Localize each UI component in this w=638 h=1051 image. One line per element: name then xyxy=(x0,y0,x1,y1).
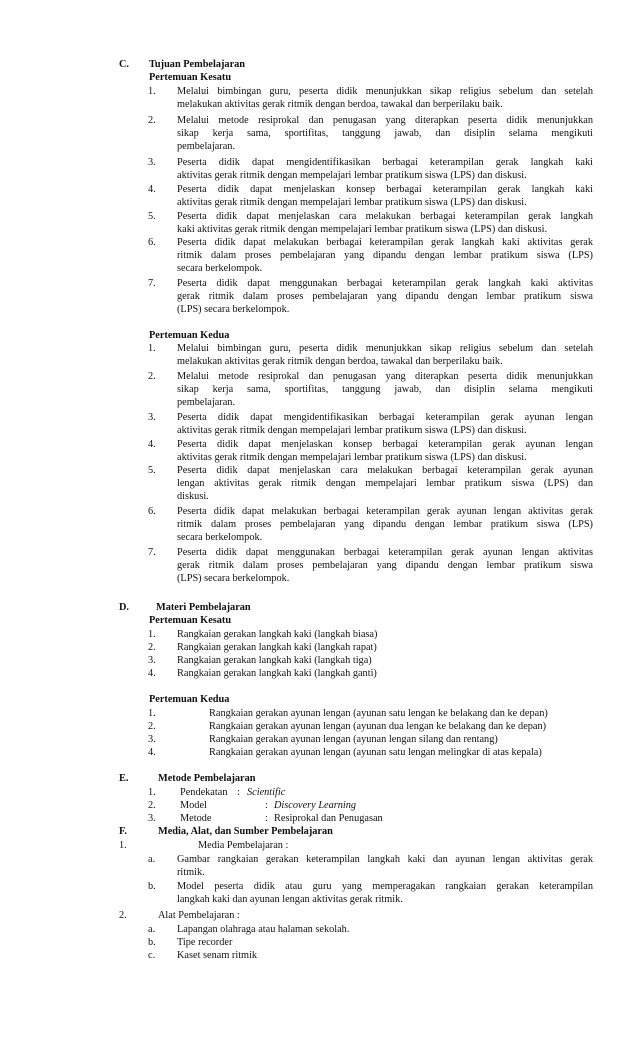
c-m1-item-line: gerak ritmik dalam proses pembelajaran yang dipandu dengan lembar pratikum siswa xyxy=(177,291,593,302)
f-g2-item-text: Lapangan olahraga atau halaman sekolah. xyxy=(177,924,350,935)
c-m2-item-number: 1. xyxy=(148,343,156,354)
f-g1-item-letter: b. xyxy=(148,881,156,892)
f-g2-item-letter: a. xyxy=(148,924,156,935)
c-m1-item-number: 7. xyxy=(148,278,156,289)
e-item-separator: : xyxy=(265,813,268,824)
f-group-1-heading: Media Pembelajaran : xyxy=(198,840,289,851)
e-item-separator: : xyxy=(237,787,240,798)
c-m1-item-line: Peserta didik dapat menjelaskan cara melakukan berbagai keterampilan gerak langkah xyxy=(177,211,593,222)
c-m1-item-line: Peserta didik dapat melakukan berbagai keterampilan gerak langkah kaki aktivitas gerak xyxy=(177,237,593,248)
c-m2-item-line: Peserta didik dapat menjelaskan cara melakukan berbagai keterampilan gerak ayunan xyxy=(177,465,593,476)
section-d-title: Materi Pembelajaran xyxy=(156,602,251,613)
c-m2-item-number: 5. xyxy=(148,465,156,476)
c-m1-item-line: Melalui metode resiprokal dan penugasan yang diterapkan peserta didik menunjukkan xyxy=(177,115,593,126)
d-m2-item-text: Rangkaian gerakan ayunan lengan (ayunan satu lengan melingkar di atas kepala) xyxy=(209,747,542,758)
c-m1-item-line: Peserta didik dapat menggunakan berbagai keterampilan gerak langkah kaki aktivitas xyxy=(177,278,593,289)
section-c-meeting-1-heading: Pertemuan Kesatu xyxy=(149,72,232,83)
c-m1-item-line: ritmik dalam proses pembelajaran yang dipandu dengan lembar pratikum siswa (LPS) xyxy=(177,250,593,261)
c-m2-item-line: Peserta didik dapat menjelaskan konsep berbagai keterampilan gerak ayunan lengan xyxy=(177,439,593,450)
section-d-meeting-1-heading: Pertemuan Kesatu xyxy=(149,615,232,626)
d-m2-item-number: 4. xyxy=(148,747,156,758)
c-m1-item-line: secara berkelompok. xyxy=(177,263,263,274)
c-m2-item-line: diskusi. xyxy=(177,491,209,502)
e-item-number: 1. xyxy=(148,787,156,798)
d-m2-item-number: 3. xyxy=(148,734,156,745)
c-m1-item-line: sikap kerja sama, sportifitas, tanggung jawab, dan disiplin selama mengikuti xyxy=(177,128,593,139)
c-m1-item-line: aktivitas gerak ritmik dengan mempelajari lembar pratikum siswa (LPS) dan diskusi. xyxy=(177,197,527,208)
c-m2-item-line: lengan aktivitas gerak ritmik dengan mempelajari lembar pratikum siswa (LPS) dan xyxy=(177,478,593,489)
e-item-label: Pendekatan xyxy=(180,787,228,798)
d-m1-item-text: Rangkaian gerakan langkah kaki (langkah ganti) xyxy=(177,668,377,679)
e-item-number: 2. xyxy=(148,800,156,811)
c-m2-item-line: gerak ritmik dalam proses pembelajaran yang dipandu dengan lembar pratikum siswa xyxy=(177,560,593,571)
c-m2-item-number: 3. xyxy=(148,412,156,423)
c-m2-item-line: Peserta didik dapat menggunakan berbagai keterampilan gerak ayunan lengan aktivitas xyxy=(177,547,593,558)
c-m2-item-line: sikap kerja sama, sportifitas, tanggung jawab, dan disiplin selama mengikuti xyxy=(177,384,593,395)
d-m2-item-text: Rangkaian gerakan ayunan lengan (ayunan satu lengan ke belakang dan ke depan) xyxy=(209,708,548,719)
section-f-letter: F. xyxy=(119,826,127,837)
c-m2-item-number: 2. xyxy=(148,371,156,382)
c-m1-item-line: Peserta didik dapat menjelaskan konsep berbagai keterampilan gerak langkah kaki xyxy=(177,184,593,195)
d-m2-item-text: Rangkaian gerakan ayunan lengan (ayunan dua lengan ke belakang dan ke depan) xyxy=(209,721,547,732)
section-f-title: Media, Alat, dan Sumber Pembelajaran xyxy=(158,826,333,837)
e-item-number: 3. xyxy=(148,813,156,824)
f-g1-item-line: langkah kaki dan ayunan lengan aktivitas gerak ritmik. xyxy=(177,894,403,905)
c-m2-item-line: Peserta didik dapat mengidentifikasikan berbagai keterampilan gerak ayunan lengan xyxy=(177,412,593,423)
section-c-title: Tujuan Pembelajaran xyxy=(149,59,246,70)
c-m1-item-number: 2. xyxy=(148,115,156,126)
d-m1-item-number: 3. xyxy=(148,655,156,666)
e-item-label: Model xyxy=(180,800,207,811)
e-item-value: Scientific xyxy=(247,787,286,798)
d-m1-item-text: Rangkaian gerakan langkah kaki (langkah rapat) xyxy=(177,642,377,653)
d-m1-item-text: Rangkaian gerakan langkah kaki (langkah biasa) xyxy=(177,629,378,640)
f-group-2-heading: Alat Pembelajaran : xyxy=(158,910,240,921)
c-m2-item-line: aktivitas gerak ritmik dengan mempelajari lembar pratikum siswa (LPS) dan diskusi. xyxy=(177,425,527,436)
d-m2-item-number: 2. xyxy=(148,721,156,732)
section-c-letter: C. xyxy=(119,59,130,70)
f-group-1-number: 1. xyxy=(119,840,127,851)
c-m1-item-line: aktivitas gerak ritmik dengan mempelajari lembar pratikum siswa (LPS) dan diskusi. xyxy=(177,170,527,181)
c-m1-item-number: 6. xyxy=(148,237,156,248)
c-m1-item-line: (LPS) secara berkelompok. xyxy=(177,304,290,315)
e-item-value: Resiprokal dan Penugasan xyxy=(274,813,383,824)
f-g2-item-letter: b. xyxy=(148,937,156,948)
c-m2-item-line: Peserta didik dapat melakukan berbagai keterampilan gerak ayunan lengan aktivitas gerak xyxy=(177,506,593,517)
c-m1-item-line: pembelajaran. xyxy=(177,141,236,152)
f-g1-item-line: Model peserta didik atau guru yang memperagakan rangkaian gerakan keterampilan xyxy=(177,881,593,892)
section-e-letter: E. xyxy=(119,773,129,784)
c-m2-item-line: (LPS) secara berkelompok. xyxy=(177,573,290,584)
f-g1-item-line: ritmik. xyxy=(177,867,205,878)
d-m2-item-text: Rangkaian gerakan ayunan lengan (ayunan lengan silang dan rentang) xyxy=(209,734,498,745)
c-m2-item-number: 4. xyxy=(148,439,156,450)
e-item-label: Metode xyxy=(180,813,212,824)
d-m1-item-number: 4. xyxy=(148,668,156,679)
c-m2-item-line: ritmik dalam proses pembelajaran yang dipandu dengan lembar pratikum siswa (LPS) xyxy=(177,519,593,530)
c-m2-item-line: Melalui bimbingan guru, peserta didik menunjukkan sikap religius sebelum dan setelah xyxy=(177,343,593,354)
c-m2-item-line: Melalui metode resiprokal dan penugasan yang diterapkan peserta didik menunjukkan xyxy=(177,371,593,382)
f-group-2-number: 2. xyxy=(119,910,127,921)
c-m2-item-line: secara berkelompok. xyxy=(177,532,263,543)
c-m1-item-number: 4. xyxy=(148,184,156,195)
c-m2-item-line: melakukan aktivitas gerak ritmik dengan berdoa, tawakal dan berperilaku baik. xyxy=(177,356,503,367)
d-m1-item-number: 2. xyxy=(148,642,156,653)
c-m1-item-number: 5. xyxy=(148,211,156,222)
c-m1-item-number: 3. xyxy=(148,157,156,168)
f-g1-item-line: Gambar rangkaian gerakan keterampilan langkah kaki dan ayunan lengan aktivitas gerak xyxy=(177,854,593,865)
section-d-meeting-2-heading: Pertemuan Kedua xyxy=(149,694,230,705)
c-m2-item-line: pembelajaran. xyxy=(177,397,236,408)
c-m2-item-number: 6. xyxy=(148,506,156,517)
e-item-value: Discovery Learning xyxy=(274,800,357,811)
section-c-meeting-2-heading: Pertemuan Kedua xyxy=(149,330,230,341)
d-m1-item-number: 1. xyxy=(148,629,156,640)
section-d-letter: D. xyxy=(119,602,130,613)
f-g2-item-text: Tipe recorder xyxy=(177,937,233,948)
c-m1-item-number: 1. xyxy=(148,86,156,97)
e-item-separator: : xyxy=(265,800,268,811)
c-m1-item-line: Melalui bimbingan guru, peserta didik menunjukkan sikap religius sebelum dan setelah xyxy=(177,86,593,97)
f-g2-item-letter: c. xyxy=(148,950,156,961)
c-m1-item-line: kaki aktivitas gerak ritmik dengan mempelajari lembar pratikum siswa (LPS) dan diskusi. xyxy=(177,224,548,235)
c-m1-item-line: Peserta didik dapat mengidentifikasikan berbagai keterampilan gerak langkah kaki xyxy=(177,157,593,168)
f-g2-item-text: Kaset senam ritmik xyxy=(177,950,258,961)
c-m2-item-number: 7. xyxy=(148,547,156,558)
c-m2-item-line: aktivitas gerak ritmik dengan mempelajari lembar pratikum siswa (LPS) dan diskusi. xyxy=(177,452,527,463)
d-m2-item-number: 1. xyxy=(148,708,156,719)
d-m1-item-text: Rangkaian gerakan langkah kaki (langkah tiga) xyxy=(177,655,372,666)
f-g1-item-letter: a. xyxy=(148,854,156,865)
c-m1-item-line: melakukan aktivitas gerak ritmik dengan berdoa, tawakal dan berperilaku baik. xyxy=(177,99,503,110)
section-e-title: Metode Pembelajaran xyxy=(158,773,256,784)
